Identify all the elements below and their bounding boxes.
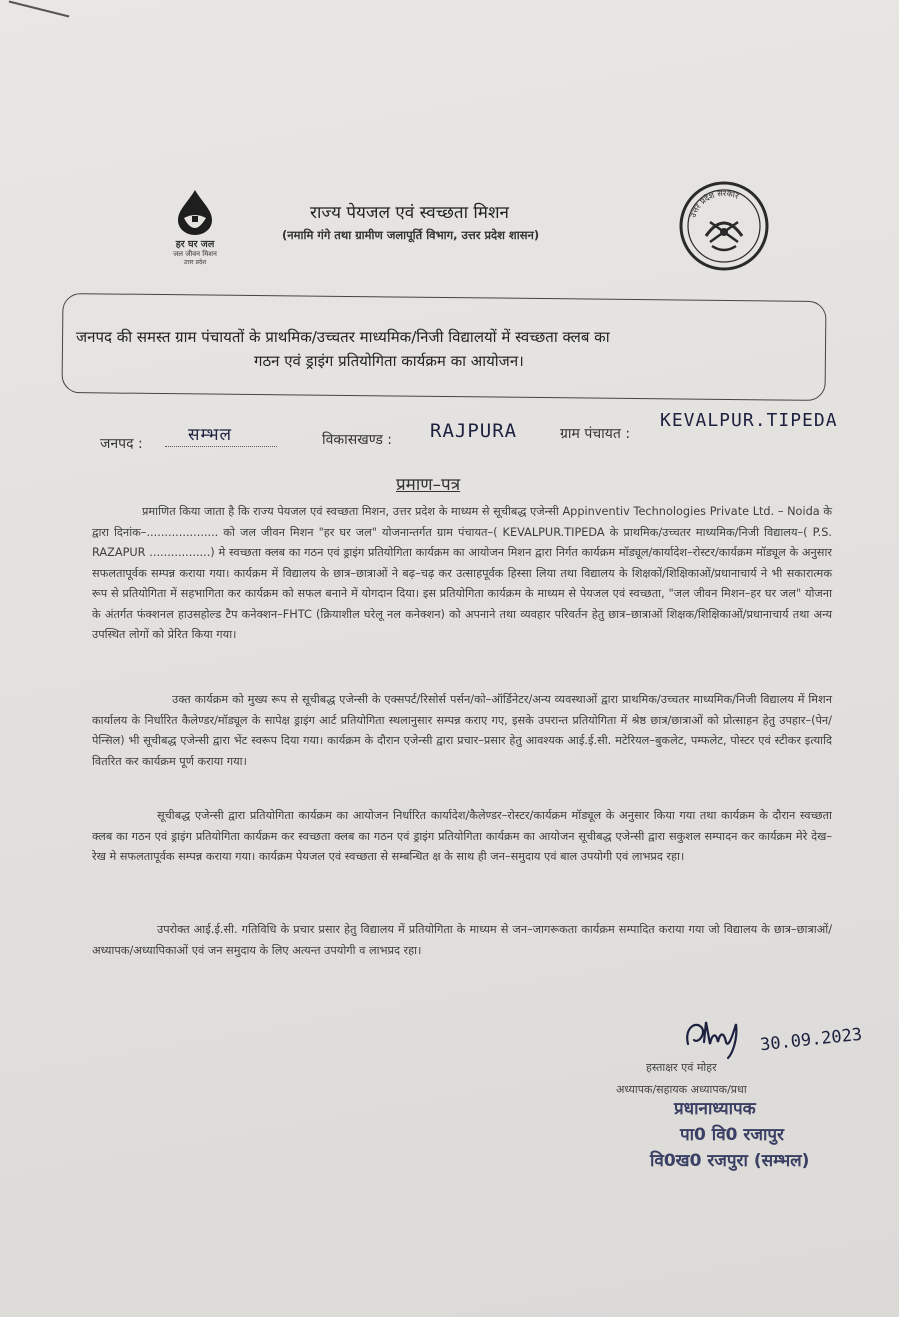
- body-paragraph-1: प्रमाणित किया जाता है कि राज्य पेयजल एवं स्वच्छता मिशन, उत्तर प्रदेश के माध्यम से सूचीबद्ध एजेन्सी Appinventiv Technologies Private Ltd. – Noida के द्वारा दिनांक–.................... को जल जीवन मिशन "हर घर जल" योजनान्तर्गत ग्राम पंचायत–( KEVALPUR.TIPEDA के प्राथमिक/उच्चतर माध्यमिक/निजी विद्यालय–( P.S. RAZAPUR .................) मे स्वच्छता क्लब का गठन एवं ड्राइंग प्रतियोगिता कार्यक्रम का आयोजन मिशन द्वारा निर्गत कार्यक्रम मॉड्यूल/कार्यादेश–रोस्टर/कार्यक्रम मॉड्यूल के अनुसार सफलतापूर्वक सम्पन्न कराया गया। कार्यक्रम में विद्यालय के छात्र–छात्राओं ने बढ़–चढ़ कर उत्साहपूर्वक हिस्सा लिया तथा विद्यालय के शिक्षकों/शिक्षिकाओं/प्रधानाचार्य ने भी सकारात्मक रूप से प्रतियोगिता में सहभागिता कर कार्यक्रम को सफल बनाने में योगदान दिया। इस प्रतियोगिता कार्यक्रम के माध्यम से पेयजल एवं स्वच्छता, "जल जीवन मिशन–हर घर जल" योजना के अंतर्गत फंक्शनल हाउसहोल्ड टैप कनेक्शन–FHTC (क्रियाशील घरेलू नल कनेक्शन) को अपनाने तथा व्यवहार परिवर्तन हेतु छात्र–छात्राओं शिक्षक/शिक्षिकाओं/प्रधानाचार्य तथा अन्य उपस्थित लोगों को प्रेरित किया गया।: [92, 505, 832, 641]
- stamp-line-1: प्रधानाध्यापक: [674, 1099, 756, 1119]
- org-title: राज्य पेयजल एवं स्वच्छता मिशन: [310, 203, 509, 223]
- signature-label: हस्ताक्षर एवं मोहर: [646, 1061, 717, 1074]
- har-ghar-jal-logo: [160, 188, 230, 270]
- certificate-heading: प्रमाण–पत्र: [396, 475, 461, 495]
- topic-box: [61, 293, 826, 401]
- water-drop-icon: [172, 188, 218, 236]
- block-label: विकासखण्ड :: [322, 432, 393, 448]
- logo-text-3: उत्तर प्रदेश: [183, 259, 207, 266]
- block-value: RAJPURA: [430, 420, 518, 442]
- gram-panchayat-value: KEVALPUR.TIPEDA: [660, 410, 838, 431]
- signature-date: 30.09.2023: [759, 1024, 864, 1056]
- logo-text-2: जल जीवन मिशन: [173, 250, 217, 258]
- district-value: सम्भल: [188, 425, 233, 445]
- topic-line-1: जनपद की समस्त ग्राम पंचायतों के प्राथमिक/उच्चतर माध्यमिक/निजी विद्यालयों में स्वच्छता क्लब का: [76, 328, 610, 346]
- signatory-role: अध्यापक/सहायक अध्यापक/प्रधा: [616, 1083, 747, 1096]
- district-dotline: [165, 446, 277, 447]
- stamp-line-2: पा0 वि0 रजापुर: [680, 1125, 784, 1145]
- handwritten-signature: [682, 1014, 754, 1060]
- stamp-line-3: वि0ख0 रजपुरा (सम्भल): [650, 1151, 810, 1171]
- up-government-emblem: [678, 180, 770, 272]
- body-paragraph-4: उपरोक्त आई.ई.सी. गतिविधि के प्रचार प्रसार हेतु विद्यालय में प्रतियोगिता के माध्यम से जन–जागरूकता कार्यक्रम सम्पादित कराया गया जो विद्यालय के छात्र–छात्राओं/अध्यापक/अध्यापिकाओं एवं जन समुदाय के लिए अत्यन्त उपयोगी व लाभप्रद रहा।: [92, 923, 832, 957]
- body-paragraph-3: सूचीबद्ध एजेन्सी द्वारा प्रतियोगिता कार्यक्रम का आयोजन निर्धारित कार्यादेश/कैलेण्डर–रोस्टर/कार्यक्रम मॉड्यूल के अनुसार किया गया तथा कार्यक्रम के दौरान स्वच्छता क्लब का गठन एवं ड्राइंग प्रतियोगिता कार्यक्रम कर स्वच्छता क्लब का गठन एवं ड्राइंग प्रतियोगिता कार्यक्रम का आयोजन सूचीबद्ध एजेन्सी द्वारा सकुशल सम्पादन कर कार्यक्रम मेरे देख–रेख मे सफलतापूर्वक सम्पन्न कराया गया। कार्यक्रम पेयजल एवं स्वच्छता से सम्बन्धित क्ष के साथ ही जन–समुदाय एवं बाल उपयोगी एवं लाभप्रद रहा।: [92, 809, 833, 863]
- body-paragraph-2: उक्त कार्यक्रम को मुख्य रूप से सूचीबद्ध एजेन्सी के एक्सपर्ट/रिसोर्स पर्सन/को–ऑर्डिनेटर/अन्य व्यवस्थाओं द्वारा प्राथमिक/उच्चतर माध्यमिक/निजी विद्यालय में मिशन कार्यालय के निर्धारित कैलेण्डर/मॉड्यूल के सापेक्ष ड्राइंग आर्ट प्रतियोगिता स्थलानुसार सम्पन्न कराए गए, इसके उपरान्त प्रतियोगिता में श्रेष्ठ छात्र/छात्राओं को प्रोत्साहन हेतु उपहार–(पेन/पेन्सिल) भी सूचीबद्ध एजेन्सी द्वारा भेंट स्वरूप दिया गया। कार्यक्रम के दौरान एजेन्सी द्वारा प्रचार–प्रसार हेतु आवश्यक आई.ई.सी. मटेरियल–बुकलेट, पम्फलेट, पोस्टर एवं स्टीकर इत्यादि वितरित कर कार्यक्रम पूर्ण कराया गया।: [92, 693, 832, 768]
- topic-line-2: गठन एवं ड्राइंग प्रतियोगिता कार्यक्रम का आयोजन।: [254, 352, 524, 370]
- district-label: जनपद :: [100, 436, 143, 452]
- logo-text-1: हर घर जल: [175, 239, 215, 250]
- paper-fold-mark: [9, 1, 70, 18]
- emblem-text: उत्तर प्रदेश सरकार: [688, 188, 741, 219]
- gram-panchayat-label: ग्राम पंचायत :: [560, 426, 631, 442]
- org-subtitle: (नमामि गंगे तथा ग्रामीण जलापूर्ति विभाग, उत्तर प्रदेश शासन): [282, 228, 540, 242]
